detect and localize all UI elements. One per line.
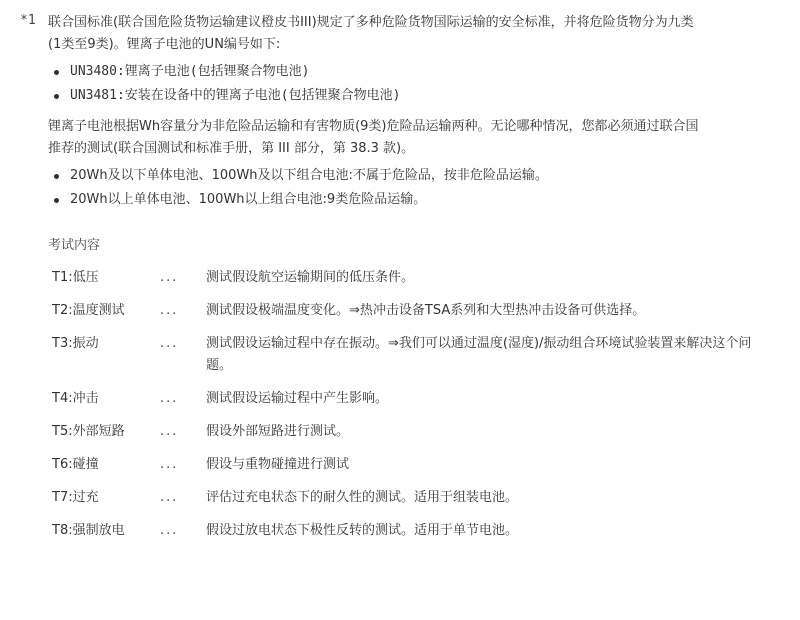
test-description: 假设外部短路进行测试。 [206, 424, 350, 439]
table-row [52, 267, 776, 300]
test-leader: ... [160, 523, 179, 538]
test-code: T8:强制放电 [52, 523, 125, 538]
test-code: T5:外部短路 [52, 424, 125, 439]
classification-line-1: 锂离子电池根据Wh容量分为非危险品运输和有害物质(9类)危险品运输两种。无论哪种情况，您都必须通过联合国 [48, 119, 699, 134]
classification-line-2: 推荐的测试(联合国测试和标准手册，第 III 部分，第 38.3 款)。 [48, 141, 415, 156]
test-description: 假设与重物碰撞进行测试 [206, 457, 350, 472]
footnote-marker: *1 [20, 13, 36, 28]
test-leader: ... [160, 490, 179, 505]
document-body [48, 12, 783, 553]
test-description: 测试假设极端温度变化。⇒热冲击设备TSA系列和大型热冲击设备可供选择。 [206, 303, 646, 318]
test-leader: ... [160, 391, 179, 406]
test-code: T6:碰撞 [52, 457, 99, 472]
test-code: T7:过充 [52, 490, 99, 505]
test-leader: ... [160, 336, 179, 351]
classification-paragraph [48, 116, 783, 160]
test-code: T4:冲击 [52, 391, 99, 406]
test-leader: ... [160, 270, 179, 285]
test-description: 测试假设运输过程中存在振动。⇒我们可以通过温度(湿度)/振动组合环境试验装置来解决这个问题。 [206, 336, 752, 373]
list-item: 20Wh以上单体电池、100Wh以上组合电池:9类危险品运输。 [48, 188, 783, 212]
table-row [52, 388, 776, 421]
section-title: 考试内容 [48, 238, 101, 253]
table-row [52, 454, 776, 487]
test-leader: ... [160, 457, 179, 472]
un-standard-line-2: (1类至9类)。锂离子电池的UN编号如下: [48, 37, 281, 52]
test-description: 评估过充电状态下的耐久性的测试。适用于组装电池。 [206, 490, 519, 505]
test-description: 测试假设航空运输期间的低压条件。 [206, 270, 415, 285]
test-leader: ... [160, 303, 179, 318]
table-row [52, 520, 776, 553]
list-item: UN3480:锂离子电池(包括锂聚合物电池) [48, 60, 783, 84]
un-standard-line-1: 联合国标准(联合国危险货物运输建议橙皮书III)规定了多种危险货物国际运输的安全标准，并将危险货物分为九类 [48, 15, 694, 30]
table-row [52, 487, 776, 520]
list-item: 20Wh及以下单体电池、100Wh及以下组合电池:不属于危险品，按非危险品运输。 [48, 164, 783, 188]
test-leader: ... [160, 424, 179, 439]
un-standard-paragraph [48, 12, 783, 56]
test-description: 假设过放电状态下极性反转的测试。适用于单节电池。 [206, 523, 519, 538]
wh-rule-list [48, 164, 783, 212]
test-code: T2:温度测试 [52, 303, 125, 318]
table-row [52, 300, 776, 333]
un-number-list [48, 60, 783, 108]
test-list [52, 267, 776, 553]
test-description: 测试假设运输过程中产生影响。 [206, 391, 389, 406]
table-row [52, 421, 776, 454]
list-item: UN3481:安装在设备中的锂离子电池(包括锂聚合物电池) [48, 84, 783, 108]
test-code: T3:振动 [52, 336, 99, 351]
test-code: T1:低压 [52, 270, 99, 285]
table-row [52, 333, 776, 388]
